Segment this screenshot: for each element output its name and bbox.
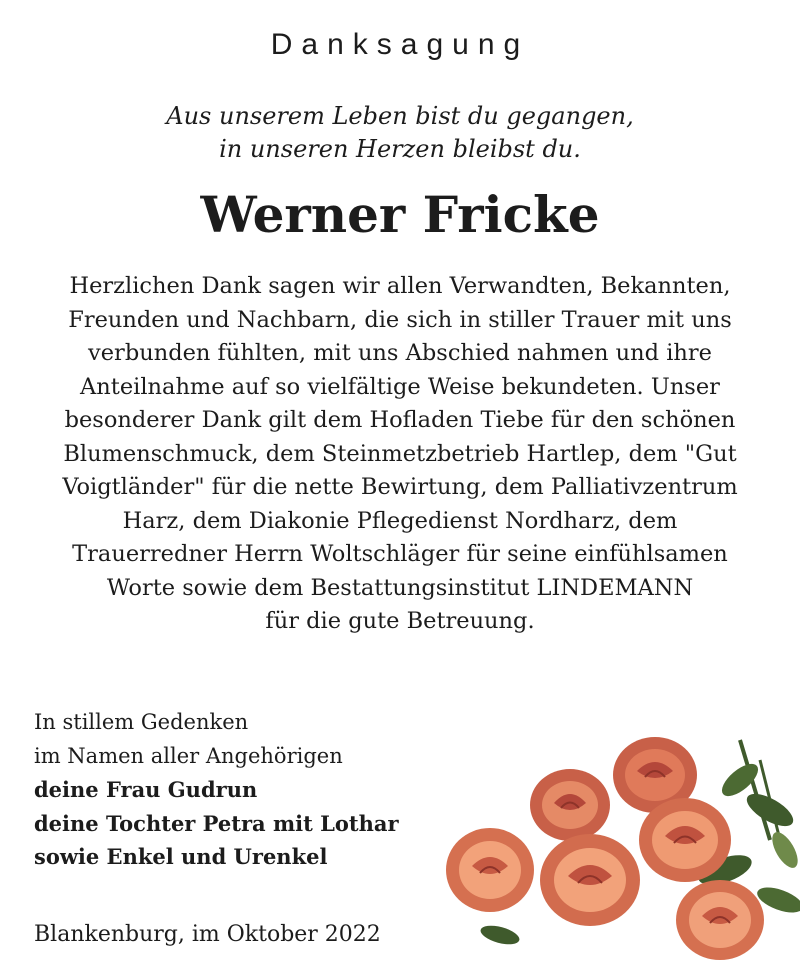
thanks-line: Harz, dem Diakonie Pflegedienst Nordharz, dem xyxy=(122,507,678,534)
signoff-line: im Namen aller Angehörigen xyxy=(34,743,343,768)
rose-flower xyxy=(540,834,640,926)
verse-line: in unseren Herzen bleibst du. xyxy=(219,135,581,163)
thanks-line: Trauerredner Herrn Woltschläger für seine einfühlsamen xyxy=(72,541,728,567)
thanks-line: Herzlichen Dank sagen wir allen Verwandten, Bekannten, xyxy=(69,273,731,299)
heading: Danksagung xyxy=(270,28,530,61)
roses-bouquet-image xyxy=(440,720,800,978)
thanks-line: verbunden fühlten, mit uns Abschied nahmen und ihre xyxy=(88,340,712,366)
signoff-grandchildren: sowie Enkel und Urenkel xyxy=(34,844,328,869)
deceased-name: Werner Fricke xyxy=(200,185,600,244)
thanks-line: Freunden und Nachbarn, die sich in stiller Trauer mit uns xyxy=(68,306,732,333)
signoff xyxy=(34,706,474,874)
thanks-line: Voigtländer" für die nette Bewirtung, dem Palliativzentrum xyxy=(62,474,738,500)
place-date: Blankenburg, im Oktober 2022 xyxy=(34,922,381,947)
verse xyxy=(0,100,800,166)
thanks-line: Blumenschmuck, dem Steinmetzbetrieb Hartlep, dem "Gut xyxy=(63,440,737,467)
thanks-line: für die gute Betreuung. xyxy=(265,608,535,634)
rose-flower xyxy=(530,769,610,841)
thanks-line: Worte sowie dem Bestattungsinstitut LINDEMANN xyxy=(106,574,694,601)
rose-flower xyxy=(639,798,731,882)
rose-flower xyxy=(676,880,764,960)
rose-flower xyxy=(446,828,534,912)
signoff-wife: deine Frau Gudrun xyxy=(34,777,258,802)
signoff-daughter: deine Tochter Petra mit Lothar xyxy=(34,810,399,836)
thanks-line: Anteilnahme auf so vielfältige Weise bekundeten. Unser xyxy=(80,373,720,400)
signoff-line: In stillem Gedenken xyxy=(34,710,249,734)
thanks-paragraph xyxy=(0,270,800,639)
thanks-line: besonderer Dank gilt dem Hofladen Tiebe für den schönen xyxy=(64,407,736,433)
verse-line: Aus unserem Leben bist du gegangen, xyxy=(166,102,634,130)
